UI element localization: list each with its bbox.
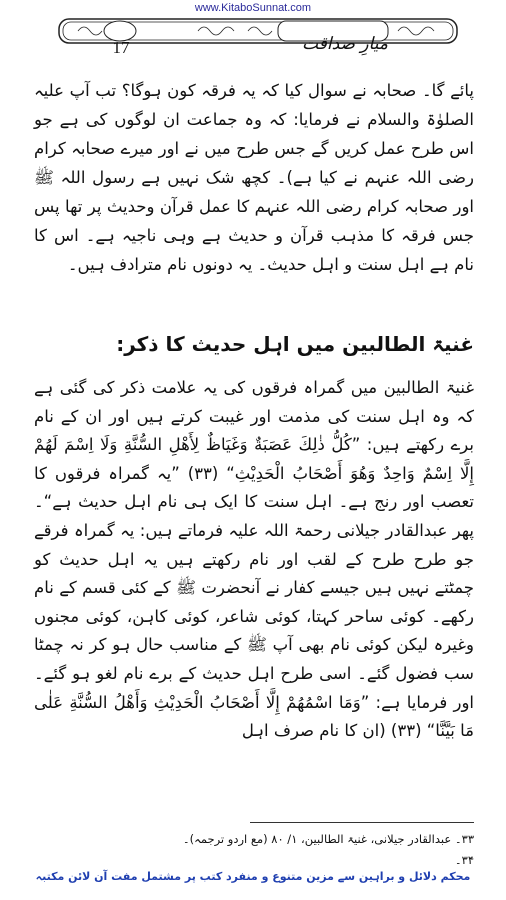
paragraph-1-text: پائے گا۔ صحابہ نے سوال کیا کہ یہ فرقہ کون ہوگا؟ تب آپ علیہ الصلوٰۃ والسلام نے فرمایا: کہ وہ جماعت ان لوگوں کی ہے جو اس طرح عمل کریں گے جس طرح میں نے اور میرے صحابہ کرام رضی اللہ عنہم نے کیا ہے)۔ کچھ شک نہیں ہے رسول اللہ ﷺ اور صحابہ کرام رضی اللہ عنہم کا عمل قرآن وحدیث پر تھا پس جس فرقہ کا مذہب قرآن و حدیث ہے وہی ناجیہ ہے۔ اس کا نام ہے اہل سنت و اہل حدیث۔ یہ دونوں نام مترادف ہیں۔ <box>34 81 474 274</box>
paragraph-2-text: غنیۃ الطالبین میں گمراہ فرقوں کی یہ علامت ذکر کی گئی ہے کہ وہ اہل سنت کی مذمت اور غیبت کرتے ہیں اور ان کے نام برے رکھتے ہیں: ”كُلُّ ذٰلِكَ عَصَبَةٌ وَغَيَاظٌ لِأَهْلِ السُّنَّةِ وَلَا اِسْمَ لَهُمْ إِلَّا اِسْمٌ وَاحِدٌ وَهُوَ أَصْحَابُ الْحَدِيْثِ“ (۳۳) ”یہ گمراہ فرقوں کا تعصب اور رنج ہے۔ اہل سنت کا ایک ہی نام اہل حدیث ہے“۔ پھر عبدالقادر جیلانی رحمۃ اللہ علیہ فرماتے ہیں: یہ گمراہ فرقے جو طرح طرح کے لقب اور نام رکھتے ہیں یہ اہل حدیث کو چمٹتے نہیں ہیں جیسے کفار نے آنحضرت ﷺ کے کئی قسم کے نام رکھے۔ کوئی ساحر کہتا، کوئی شاعر، کوئی کاہن، کوئی مجنوں وغیرہ لیکن کوئی نام بھی آپ ﷺ کے مناسب حال ہو کر نہ چمٹا سب فضول گئے۔ اسی طرح اہل حدیث کے برے نام لغو ہو گئے۔ اور فرمایا ہے: ”وَمَا اسْمُهُمْ إِلَّا أَصْحَابُ الْحَدِيْثِ وَأَهْلُ السُّنَّةِ عَلٰى مَا بَيَّنَّا“ (۳۳) (ان کا نام صرف اہل <box>34 378 474 741</box>
book-title: میارِ صداقت <box>302 34 388 54</box>
paragraph-2 <box>34 374 474 746</box>
section-heading: غنیۃ الطالبین میں اہل حدیث کا ذکر: <box>116 332 474 356</box>
site-url[interactable]: www.KitaboSunnat.com <box>194 2 312 14</box>
library-banner: محکم دلائل و براہین سے مزین متنوع و منفرد کتب پر مشتمل مفت آن لائن مکتبہ <box>35 870 471 883</box>
page-number: 17 <box>112 38 130 57</box>
footnote-divider <box>250 822 474 823</box>
paragraph-1 <box>34 76 474 279</box>
footnote-34: ۳۴۔ <box>454 853 474 867</box>
footnote-33: ۳۳۔ عبدالقادر جیلانی، غنیۃ الطالبین، ۱/ ۸۰ (مع اردو ترجمہ)۔ <box>182 832 474 846</box>
